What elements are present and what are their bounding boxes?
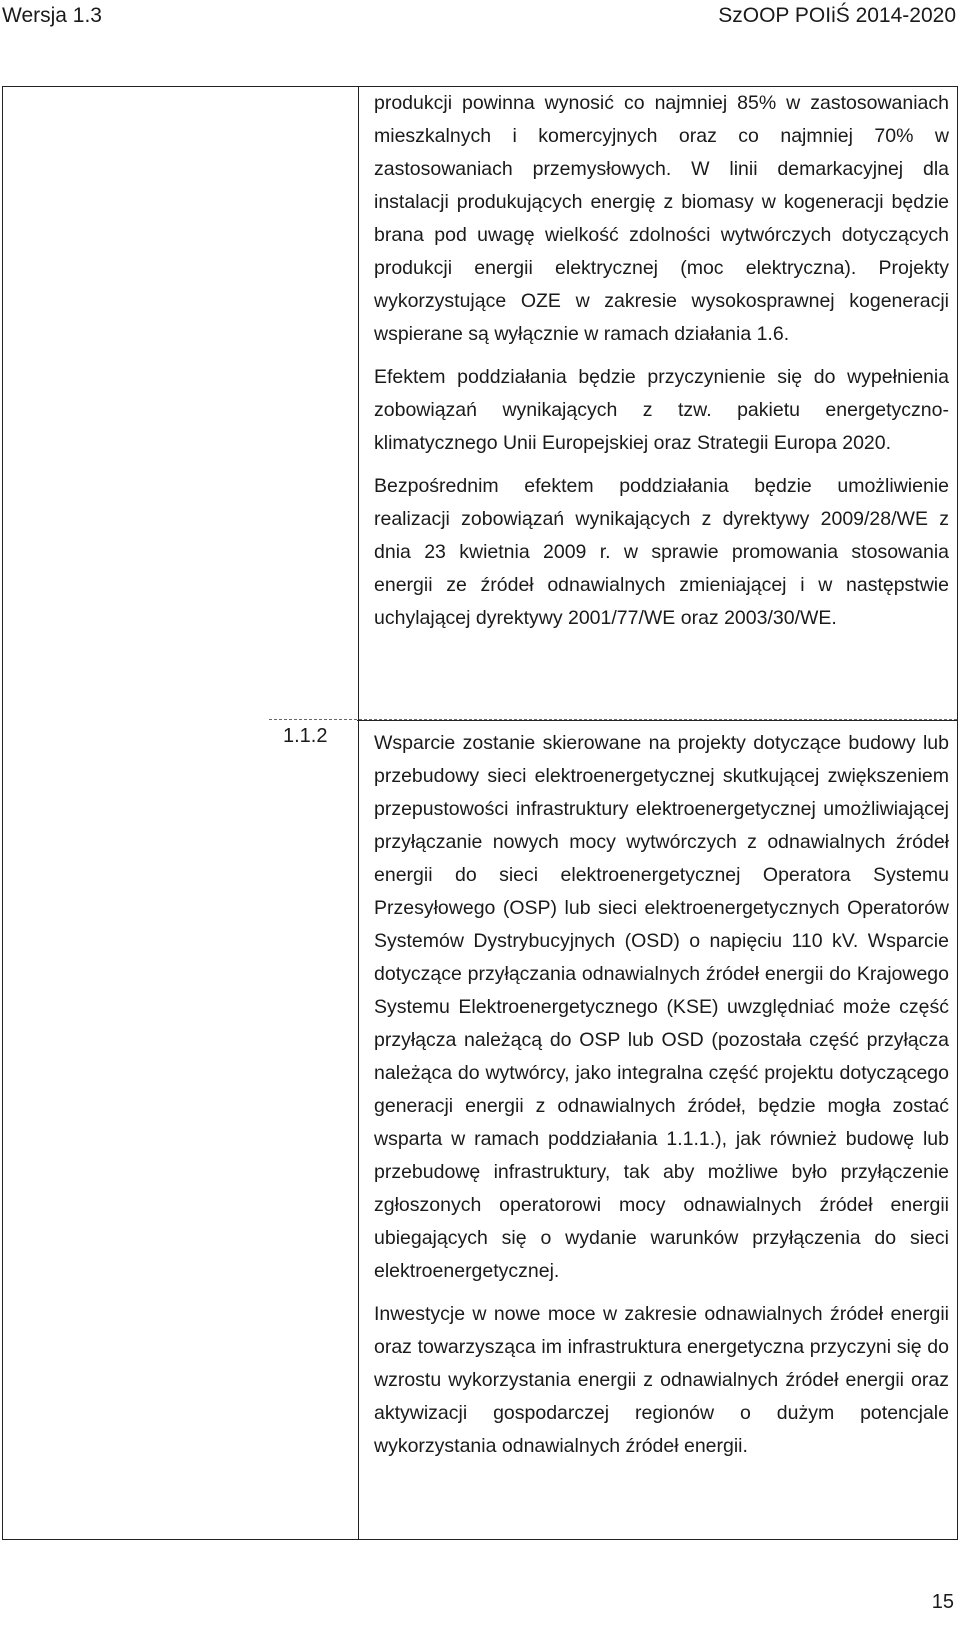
row1-paragraph-1: produkcji powinna wynosić co najmniej 85% w zastosowaniach mieszkalnych i komercyjnych oraz co najmniej 70% w zastosowaniach przemysłowych. W linii demarkacyjnej dla instalacji produkujących energię z biomasy w kogeneracji będzie brana pod uwagę wielkość zdolności wytwórczych dotyczących produkcji energii elektrycznej (moc elektryczna). Projekty wykorzystujące OZE w zakresie wysokosprawnej kogeneracji wspierane są wyłącznie w ramach działania 1.6. <box>374 92 949 345</box>
row-divider <box>357 720 957 721</box>
page-header <box>0 0 960 36</box>
row2-description <box>374 727 949 1473</box>
page-number: 15 <box>931 1591 954 1613</box>
row1-paragraph-2: Efektem poddziałania będzie przyczynienie się do wypełnienia zobowiązań wynikających z tzw. pakietu energetyczno-klimatycznego Unii Europejskiej oraz Strategii Europa 2020. <box>374 366 949 454</box>
header-document-title: SzOOP POIiŚ 2014-2020 <box>718 4 956 27</box>
header-version: Wersja 1.3 <box>2 4 102 27</box>
row2-number: 1.1.2 <box>283 725 328 747</box>
row1-paragraph-3: Bezpośrednim efektem poddziałania będzie umożliwienie realizacji zobowiązań wynikających z dyrektywy 2009/28/WE z dnia 23 kwietnia 2009 r. w sprawie promowania stosowania energii ze źródeł odnawialnych zmieniającej i w następstwie uchylającej dyrektywy 2001/77/WE oraz 2003/30/WE. <box>374 475 949 629</box>
row2-paragraph-2: Inwestycje w nowe moce w zakresie odnawialnych źródeł energii oraz towarzysząca im infrastruktura energetyczna przyczyni się do wzrostu wykorzystania energii z odnawialnych źródeł energii oraz aktywizacji gospodarczej regionów o dużym potencjale wykorzystania odnawialnych źródeł energii. <box>374 1303 949 1457</box>
row2-paragraph-1: Wsparcie zostanie skierowane na projekty dotyczące budowy lub przebudowy sieci elektroenergetycznej skutkującej zwiększeniem przepustowości infrastruktury elektroenergetycznej umożliwiającej przyłączanie nowych mocy wytwórczych z odnawialnych źródeł energii do sieci elektroenergetycznej Operatora Systemu Przesyłowego (OSP) lub sieci elektroenergetycznych Operatorów Systemów Dystrybucyjnych (OSD) o napięciu 110 kV. Wsparcie dotyczące przyłączania odnawialnych źródeł energii do Krajowego Systemu Elektroenergetycznego (KSE) uwzględniać może część przyłącza należącą do OSP lub OSD (pozostała część przyłącza należąca do wytwórcy, jako integralna część projektu dotyczącego generacji energii z odnawialnych źródeł, będzie mogła zostać wsparta w ramach poddziałania 1.1.1.), jak również budowę lub przebudowę infrastruktury, tak aby możliwe było przyłączenie zgłoszonych operatorowi mocy odnawialnych źródeł energii ubiegających się o wydanie warunków przyłączenia do sieci elektroenergetycznej. <box>374 732 949 1282</box>
column-divider <box>358 87 359 1539</box>
content-table <box>2 86 958 1540</box>
row1-description <box>374 87 949 645</box>
